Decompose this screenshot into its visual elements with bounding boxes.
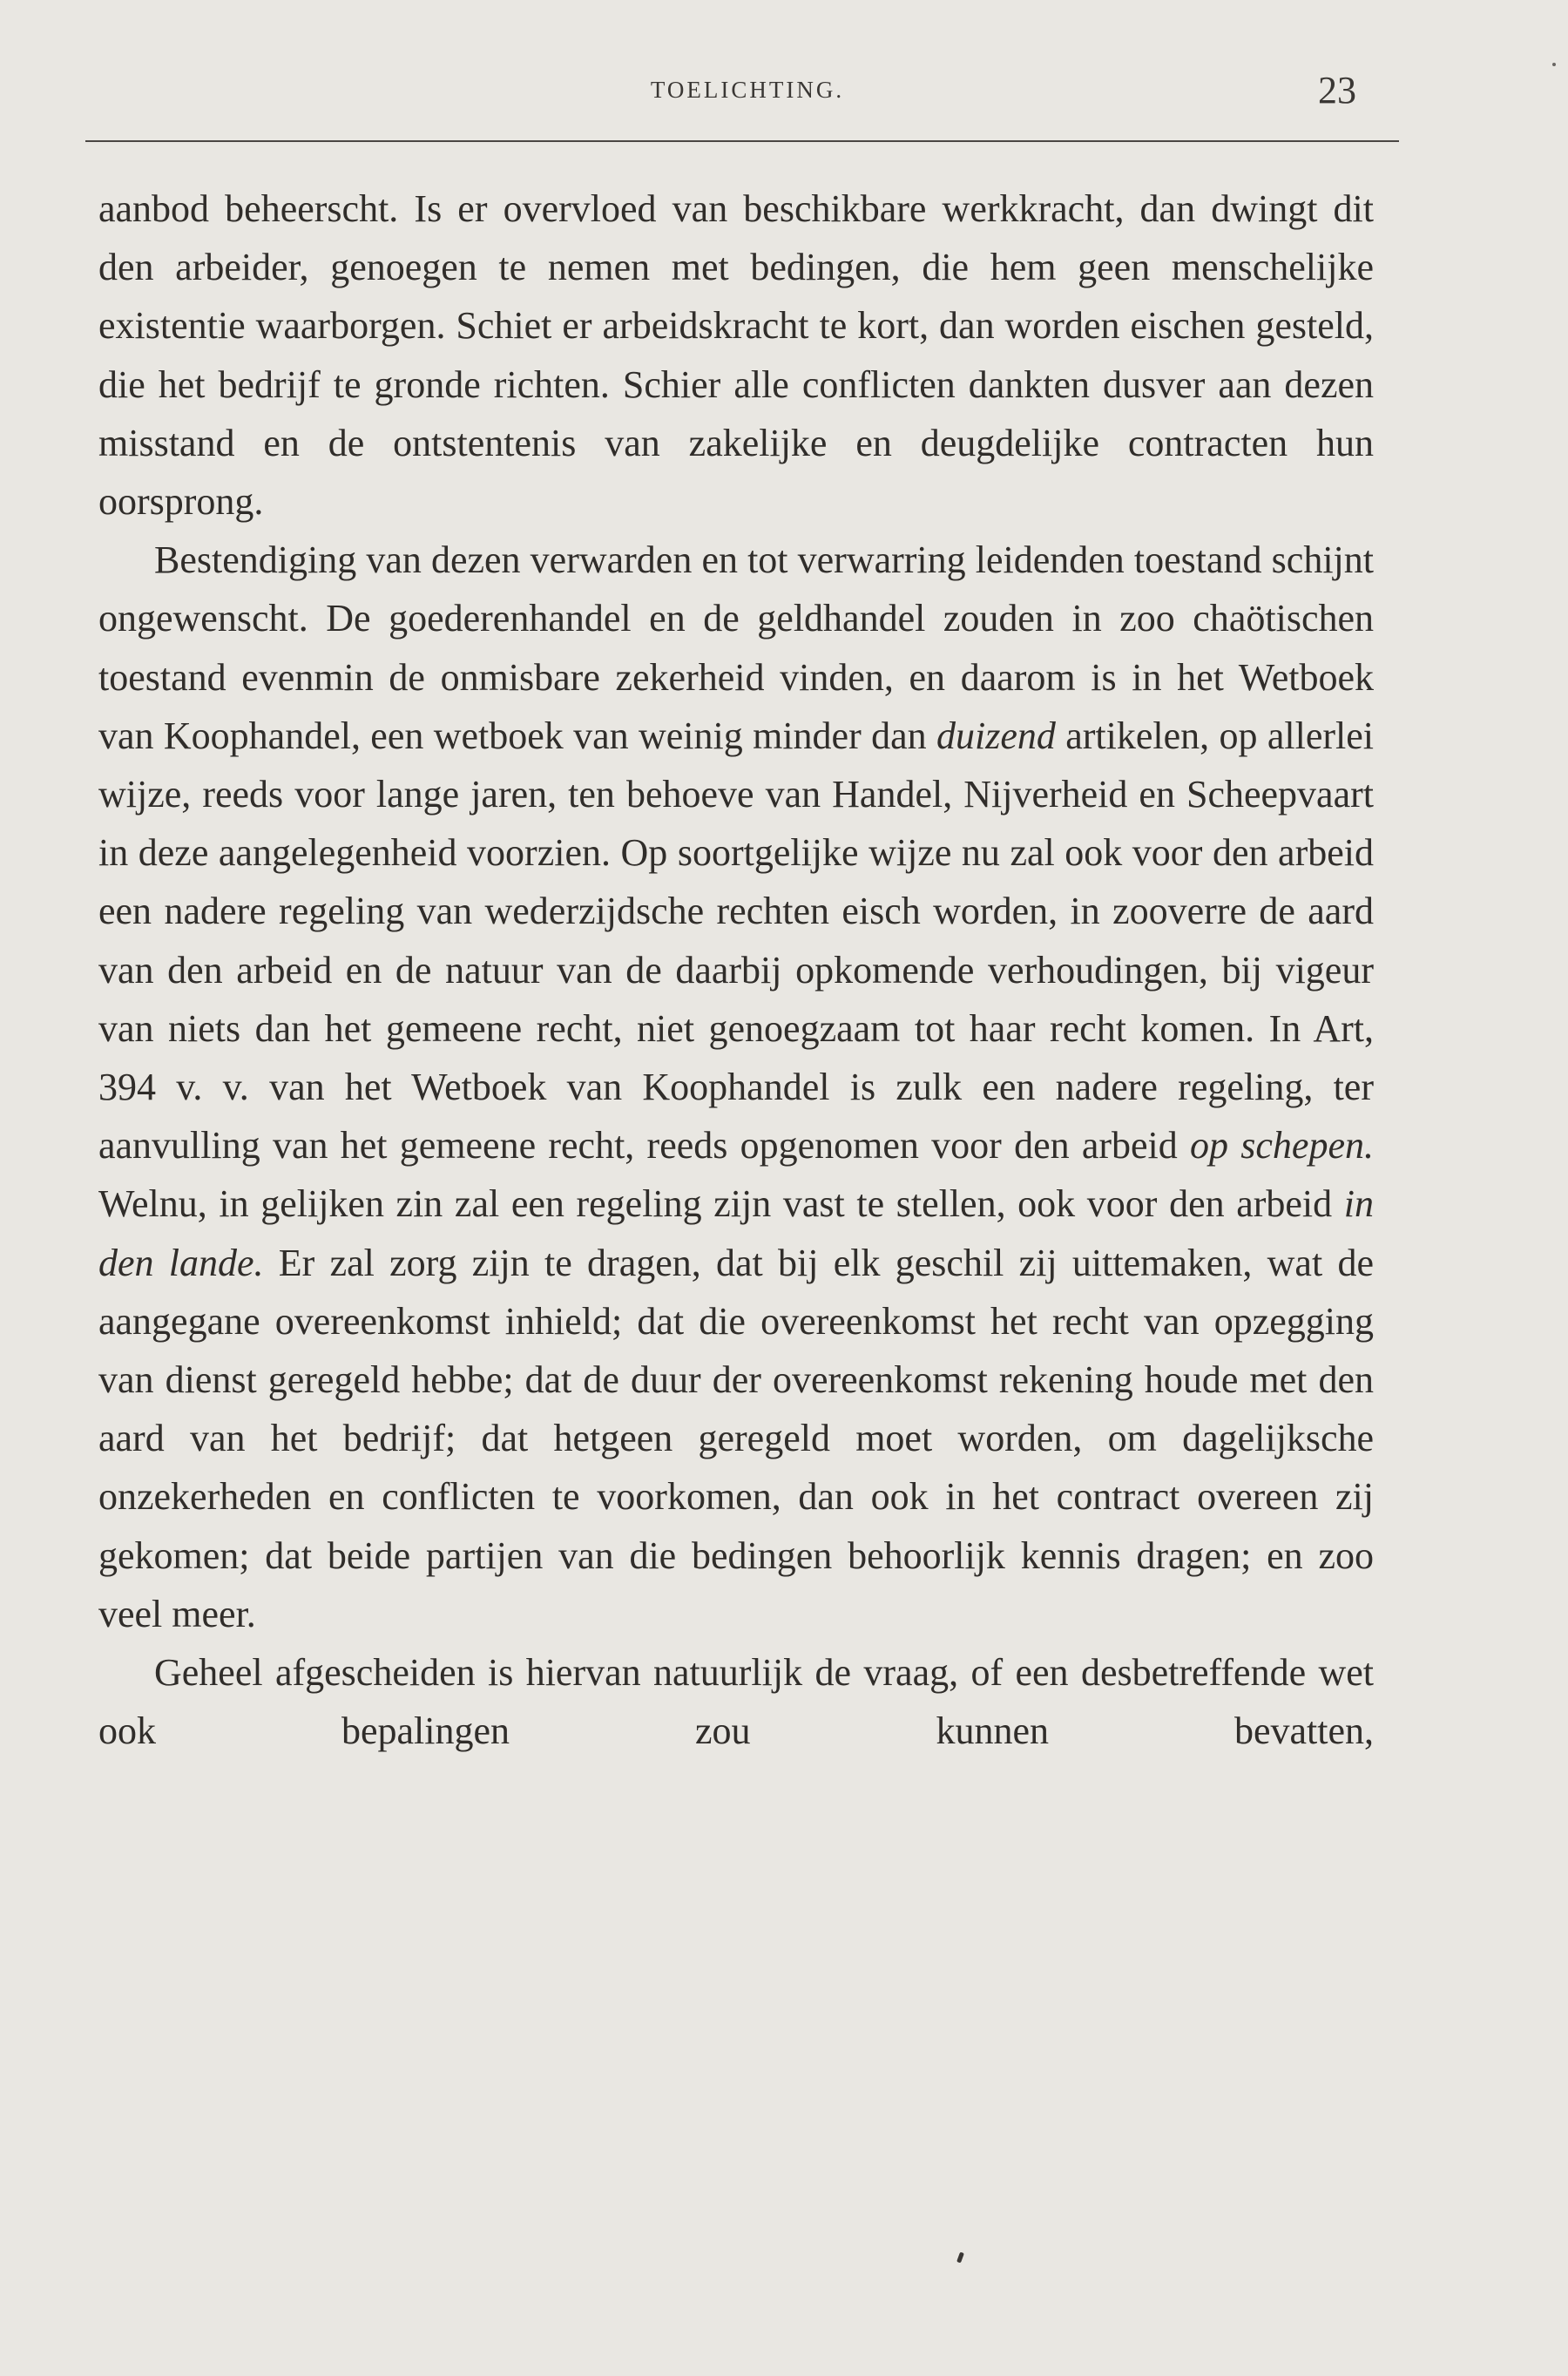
paragraph-2-part-d: Er zal zorg zijn te dragen, dat bij elk geschil zij uittemaken, wat de aangegane overeenkomst inhield; dat die overeenkomst het recht van opzegging van dienst geregeld hebbe; dat de duur der overeenkomst rekening houde met den aard van het bedrijf; dat hetgeen geregeld moet worden, om dagelijksche onzekerheden en conflicten te voorkomen, dan ook in het contract overeen zij gekomen; dat beide partijen van die bedingen behoorlijk kennis dragen; en zoo veel meer. [98, 1241, 1374, 1635]
paragraph-2 [98, 531, 1374, 1643]
paragraph-2-part-b: artikelen, op allerlei wijze, reeds voor lange jaren, ten behoeve van Handel, Nijverheid en Scheepvaart in deze aangelegenheid voorzien. Op soortgelijke wijze nu zal ook voor den arbeid een nadere regeling van wederzijdsche rechten eisch worden, in zooverre de aard van den arbeid en de natuur van de daarbij opkomende verhoudingen, bij vigeur van niets dan het gemeene recht, niet genoegzaam tot haar recht komen. In Art, 394 v. v. van het Wetboek van Koophandel is zulk een nadere regeling, ter aanvulling van het gemeene recht, reeds opgenomen voor den arbeid [98, 714, 1374, 1168]
paragraph-3 [98, 1643, 1374, 1760]
paragraph-2-part-c: Welnu, in gelijken zin zal een regeling zijn vast te stellen, ook voor den arbeid [98, 1182, 1344, 1226]
paragraph-3-text: Geheel afgescheiden is hiervan natuurlijk de vraag, of een desbetreffende wet ook bepalingen zou kunnen bevatten, [98, 1651, 1374, 1753]
page-header [98, 68, 1396, 138]
running-title: TOELICHTING. [650, 77, 845, 103]
paragraph-2-italic-op-schepen: op schepen. [1190, 1124, 1374, 1168]
page-number: 23 [1318, 69, 1356, 112]
paragraph-2-italic-duizend: duizend [936, 714, 1056, 757]
paragraph-1-text: aanbod beheerscht. Is er overvloed van beschikbare werkkracht, dan dwingt dit den arbeider, genoegen te nemen met bedingen, die hem geen menschelijke existentie waarborgen. Schiet er arbeidskracht te kort, dan worden eischen gesteld, die het bedrijf te gronde richten. Schier alle conflicten dankten dusver aan dezen misstand en de ontstentenis van zakelijke en deugdelijke contracten hun oorsprong. [98, 187, 1374, 524]
ink-mark [956, 2252, 964, 2264]
header-rule [85, 140, 1399, 142]
paper-speck [1552, 63, 1556, 66]
paragraph-1 [98, 179, 1374, 531]
body-text [98, 179, 1374, 1760]
paragraph-2-italic-in-den-lande: in den lande. [98, 1182, 1374, 1284]
paragraph-2-part-a: Bestendiging van dezen verwarden en tot verwarring leidenden toestand schijnt ongewenscht. De goederenhandel en de geldhandel zouden in zoo chaötischen toestand evenmin de onmisbare zekerheid vinden, en daarom is in het Wetboek van Koophandel, een wetboek van weinig minder dan [98, 538, 1374, 757]
